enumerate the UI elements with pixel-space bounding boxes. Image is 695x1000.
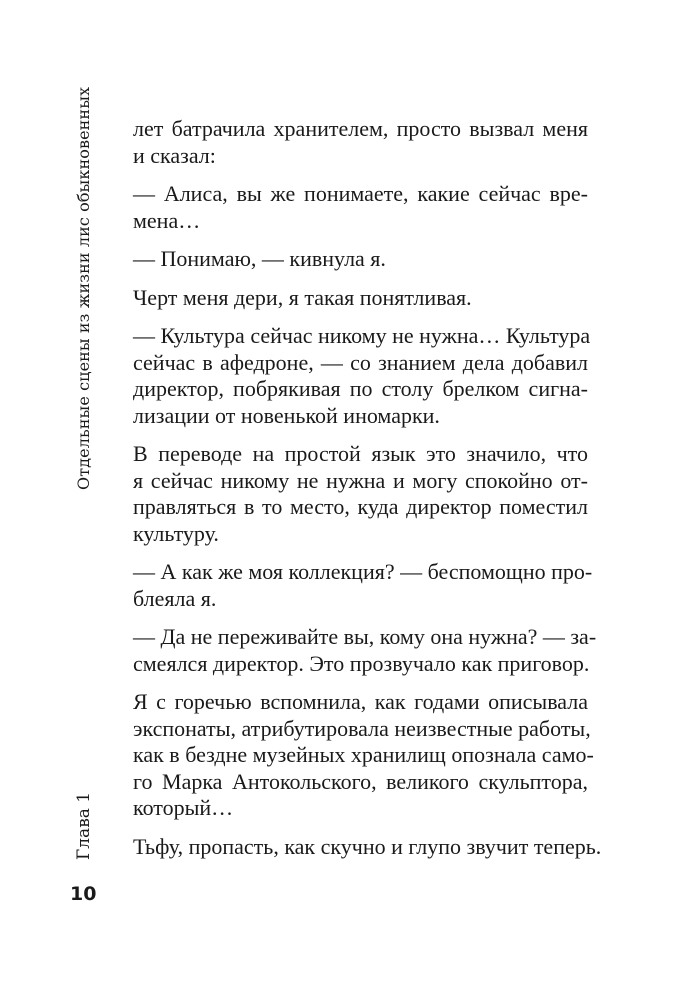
paragraph <box>133 181 588 234</box>
text-line: — А как же моя коллекция? — беспомощно про- <box>133 559 593 584</box>
text-line: сейчас в афедроне, — со знанием дела добавил <box>133 349 588 375</box>
paragraph <box>133 833 602 861</box>
paragraph <box>133 689 594 822</box>
text-line: правляться в то место, куда директор поместил <box>133 494 588 519</box>
text-line: блеяла я. <box>133 585 217 611</box>
text-line: В переводе на простой язык это значило, что <box>133 441 588 466</box>
page-number: 10 <box>70 883 97 905</box>
text-line: — Да не переживайте вы, кому она нужна? — за- <box>133 624 597 649</box>
text-line: Тьфу, пропасть, как скучно и глупо звучит теперь. <box>133 833 602 859</box>
text-line: я сейчас никому не нужна и могу спокойно от- <box>133 467 588 493</box>
text-line: лизации от новенькой иномарки. <box>133 402 440 428</box>
text-line: лет батрачила хранителем, просто вызвал меня <box>133 116 588 141</box>
chapter-label: Глава 1 <box>74 791 94 860</box>
text-line: Черт меня дери, я такая понятливая. <box>133 284 472 310</box>
text-line: Я с горечью вспомнила, как годами описывала <box>133 689 588 714</box>
text-line: директор, побрякивая по столу брелком сигна- <box>133 376 588 401</box>
paragraph <box>133 559 593 612</box>
paragraph <box>133 116 588 169</box>
paragraph <box>133 246 588 273</box>
text-line: и сказал: <box>133 142 216 168</box>
paragraph <box>133 323 591 429</box>
paragraph <box>133 624 597 677</box>
text-line: как в бездне музейных хранилищ опознала само- <box>133 742 594 767</box>
text-line: мена… <box>133 207 201 233</box>
paragraph <box>133 441 588 547</box>
text-line: который… <box>133 795 234 820</box>
text-line: культуру. <box>133 520 219 546</box>
text-line: — Понимаю, — кивнула я. <box>133 246 386 271</box>
text-line: го Марка Антокольского, великого скульптора, <box>133 768 588 794</box>
paragraph <box>133 285 588 312</box>
text-line: — Культура сейчас никому не нужна… Культура <box>133 323 591 348</box>
text-line: экспонаты, атрибутировала неизвестные работы, <box>133 715 591 741</box>
body-text <box>133 116 602 872</box>
text-line: — Алиса, вы же понимаете, какие сейчас вре- <box>133 181 588 206</box>
running-head-title: Отдельные сцены из жизни лис обыкновенных <box>74 86 93 490</box>
text-line: смеялся директор. Это прозвучало как приговор. <box>133 650 590 676</box>
